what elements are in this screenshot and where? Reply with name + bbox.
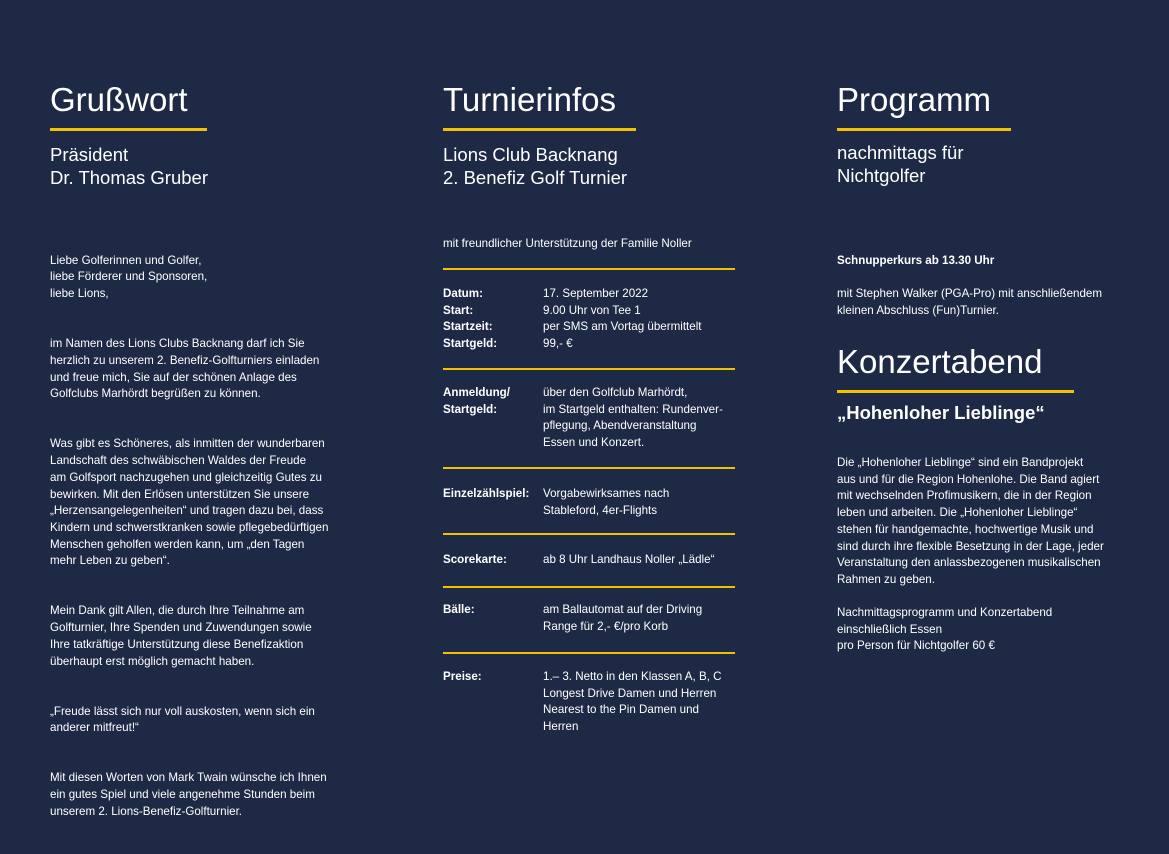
price-note: Nachmittagsprogramm und Konzertabend einschließlich Essen pro Person für Nichtgolfer 60 € (837, 606, 1053, 653)
info-value: am Ballautomat auf der Driving Range für 2,- €/pro Korb (543, 603, 703, 633)
info-row (443, 552, 743, 569)
info-group-preise (443, 669, 743, 736)
info-value: 99,- € (543, 337, 573, 351)
info-value: über den Golfclub Marhördt, im Startgeld enthalten: Rundenver- pflegung, Abendveranstaltung Essen und Konzert. (543, 386, 723, 450)
info-group-einzelzaehlspiel (443, 486, 743, 519)
info-row (443, 669, 743, 736)
grusswort-letter (50, 236, 370, 854)
info-divider (443, 586, 735, 588)
info-row (443, 336, 743, 353)
info-value: per SMS am Vortag übermittelt (543, 320, 702, 334)
info-value: 17. September 2022 (543, 287, 649, 300)
info-value: 1.– 3. Netto in den Klassen A, B, C Longest Drive Damen und Herren Nearest to the Pin Damen und Herren (543, 670, 722, 734)
konzertabend-title: Konzertabend (837, 343, 1043, 380)
letter-paragraph: Mit diesen Worten von Mark Twain wünsche ich Ihnen ein gutes Spiel und viele angenehme Stunden beim unserem 2. Lions-Benefiz-Golfturnier. (50, 771, 327, 818)
grusswort-title-underline (50, 128, 207, 131)
info-group-anmeldung (443, 385, 743, 452)
info-label: Datum: (443, 287, 483, 300)
support-note: mit freundlicher Unterstützung der Familie Noller (443, 237, 692, 250)
turnierinfos-title-underline (443, 128, 636, 131)
programm-title-underline (837, 128, 1011, 131)
schnupperkurs-block (837, 236, 1137, 336)
konzertabend-title-underline (837, 390, 1074, 393)
letter-paragraph: Was gibt es Schöneres, als inmitten der wunderbaren Landschaft des schwäbischen Waldes der Freude am Golfsport nachzugehen und gleichzeitig Gutes zu bewirken. Mit den Erlösen unterstützen Sie unsere „Herzensangelegenheiten“ und tragen dazu bei, dass Kindern und schwerstkranken sowie pflegebedürftigen Menschen geholfen werden kann, um „den Tagen mehr Leben zu geben“. (50, 437, 329, 568)
info-label: Bälle: (443, 603, 475, 616)
info-label: Startgeld: (443, 337, 498, 351)
info-row (443, 286, 743, 303)
info-label: Scorekarte: (443, 553, 507, 566)
info-group-dates (443, 286, 743, 353)
info-label: Anmeldung/ Startgeld: (443, 386, 510, 416)
letter-paragraph: „Freude lässt sich nur voll auskosten, wenn sich ein anderer mitfreut!“ (50, 704, 315, 735)
info-label: Preise: (443, 670, 482, 683)
letter-paragraph: Mein Dank gilt Allen, die durch Ihre Teilnahme am Golfturnier, Ihre Spenden und Zuwendungen sowie Ihre tatkräftige Unterstützung diese Benefizaktion überhaupt erst möglich gemacht haben. (50, 604, 312, 668)
info-value: Vorgabewirksames nach Stableford, 4er-Flights (543, 487, 670, 517)
info-row (443, 303, 743, 320)
grusswort-subtitle: Präsident Dr. Thomas Gruber (50, 144, 208, 188)
info-label: Start: (443, 303, 474, 317)
info-divider (443, 268, 735, 270)
info-row (443, 385, 743, 452)
info-row (443, 602, 743, 635)
info-divider (443, 368, 735, 370)
info-divider (443, 652, 735, 654)
info-divider (443, 533, 735, 535)
info-group-scorekarte (443, 552, 743, 569)
info-group-baelle (443, 602, 743, 635)
programm-subtitle: nachmittags für Nichtgolfer (837, 142, 964, 186)
grusswort-title: Grußwort (50, 81, 188, 118)
turnierinfos-subtitle: Lions Club Backnang 2. Benefiz Golf Turnier (443, 144, 628, 188)
info-row (443, 319, 743, 336)
konzertabend-subtitle: „Hohenloher Lieblinge“ (837, 402, 1045, 423)
info-label: Einzelzählspiel: (443, 487, 530, 500)
info-value: ab 8 Uhr Landhaus Noller „Lädle“ (543, 553, 715, 566)
info-value: 9.00 Uhr von Tee 1 (543, 303, 641, 317)
letter-paragraph: im Namen des Lions Clubs Backnang darf ich Sie herzlich zu unserem 2. Benefiz-Golfturniers einladen und freue mich, Sie auf der schönen Anlage des Golfclubs Marhördt begrüßen zu können. (50, 337, 320, 401)
schnupperkurs-heading: Schnupperkurs ab 13.30 Uhr (837, 253, 995, 267)
info-row (443, 486, 743, 519)
konzertabend-description: Die „Hohenloher Lieblinge“ sind ein Bandprojekt aus und für die Region Hohenlohe. Die Band agiert mit wechselnden Profimusikern, die in der Region leben und arbeiten. Die „Hohenloher Lieblinge“ stehen für handgemachte, hochwertige Musik und sind durch ihre flexible Besetzung in der Lage, jeder Veranstaltung den anlassbezogenen musikalischen Rahmen zu geben. (837, 456, 1104, 586)
programm-title: Programm (837, 81, 992, 118)
turnierinfos-title: Turnierinfos (443, 81, 617, 118)
info-label: Startzeit: (443, 320, 493, 334)
info-divider (443, 467, 735, 469)
letter-paragraph: Liebe Golferinnen und Golfer, liebe Förderer und Sponsoren, liebe Lions, (50, 253, 208, 301)
schnupperkurs-text: mit Stephen Walker (PGA-Pro) mit anschließendem kleinen Abschluss (Fun)Turnier. (837, 287, 1103, 317)
